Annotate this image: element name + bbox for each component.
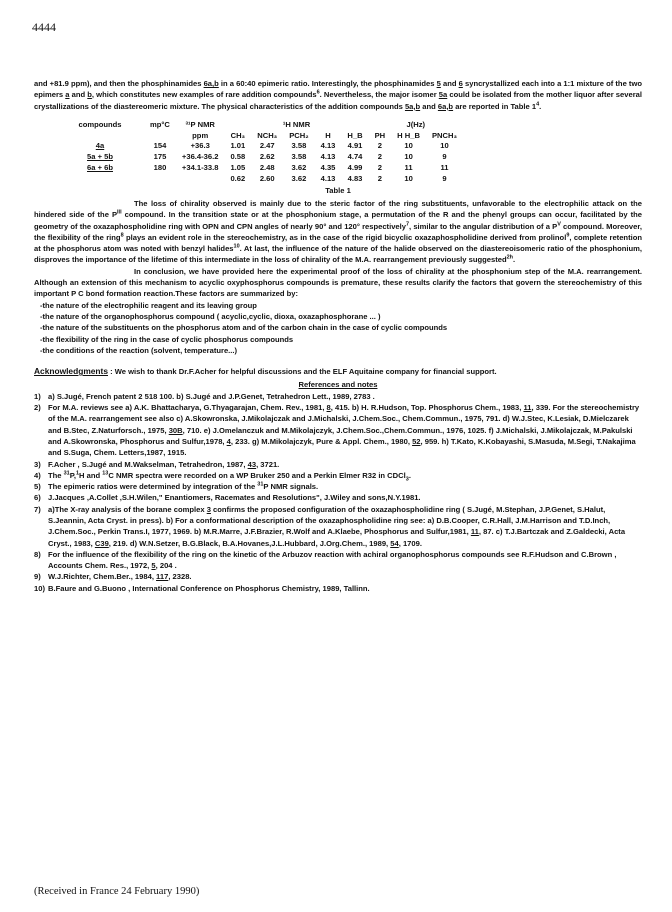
table-cell-nch3: 2.48 <box>259 163 275 173</box>
text-run: 2h <box>506 254 514 261</box>
acknowledgments <box>34 366 642 377</box>
table-cell-hb: 4.83 <box>347 173 363 183</box>
text-run: III <box>117 209 122 216</box>
text-run: , 2328. <box>168 572 192 582</box>
text-run: V <box>557 221 561 228</box>
paragraph-loss-of-chirality <box>34 198 642 266</box>
text-run: and +81.9 ppm), and then the phosphinamides <box>34 79 204 88</box>
table-subheader: NCH₃ <box>257 130 278 140</box>
reference-number: 6) <box>34 493 41 503</box>
text-run: 1 <box>75 470 80 477</box>
table-subheader: H H_B <box>397 130 420 140</box>
reference-number: 2) <box>34 403 41 413</box>
text-run: F.Acher , S.Jugé and M.Wakselman, Tetrahedron, 1987, <box>48 459 248 469</box>
text-run: are reported in Table 1 <box>453 101 537 111</box>
text-run: a) S.Jugé, French patent 2 518 100. b) S.Jugé and J.P.Genet, Tetrahedron Lett., 1989, 2783 . <box>48 391 375 401</box>
table-cell-ph: 2 <box>377 141 382 151</box>
table-header-row <box>56 120 463 131</box>
text-run: 3 <box>206 504 211 514</box>
nmr-data-table <box>56 120 463 185</box>
text-run: B.Faure and G.Buono , International Conference on Phosphorus Chemistry, 1989, Tallinn. <box>48 583 370 593</box>
table-cell-compound: 5a + 5b <box>87 152 113 162</box>
text-run: 30B <box>168 425 183 435</box>
text-run: b <box>87 90 92 100</box>
list-item: -the nature of the electrophilic reagent and its leaving group <box>40 300 257 310</box>
table-cell-h: 4.13 <box>320 173 336 183</box>
table-header: compounds <box>78 119 122 129</box>
text-run: , 204 . <box>155 561 177 571</box>
table-cell-pch2: 3.58 <box>291 152 307 162</box>
received-date: (Received in France 24 February 1990) <box>34 886 200 897</box>
reference-item <box>34 402 642 458</box>
table-header: ³¹P NMR <box>185 119 215 129</box>
table-cell-mp: 154 <box>153 141 167 151</box>
table-cell-pnch3: 9 <box>442 152 447 162</box>
table-cell-compound <box>56 174 144 185</box>
reference-text <box>48 402 642 458</box>
reference-item <box>34 583 642 594</box>
text-run: compound. Moreover, the flexibility of the ring <box>34 221 643 242</box>
acknowledgments-text: : We wish to thank Dr.F.Acher for helpful discussions and the ELF Aquitaine company for financial support. <box>108 367 497 377</box>
text-run: 52 <box>412 436 421 446</box>
reference-text <box>48 504 642 549</box>
text-run: , 233. g) M.Mikolajczyk, Pure & Appl. Chem., 1980, <box>230 436 413 446</box>
text-run: 13 <box>102 470 109 477</box>
table-caption: Table 1 <box>325 185 351 195</box>
text-run: P, <box>69 470 76 480</box>
table-cell-h: 4.13 <box>320 141 336 151</box>
page-number: 4444 <box>32 20 56 34</box>
reference-text <box>48 459 279 470</box>
table-cell-h: 4.13 <box>320 152 336 162</box>
text-run: plays an evident role in the stereochemistry, as in the case of the rigid bicyclic oxazaphospholidine derived from prolinol <box>123 232 567 242</box>
table-cell-ph: 2 <box>377 173 382 183</box>
reference-number: 9) <box>34 572 41 582</box>
text-run: 31 <box>257 481 264 488</box>
text-run: 3 <box>405 476 409 483</box>
table-cell-hb: 4.99 <box>347 163 363 173</box>
table-cell-ch3: 0.58 <box>230 152 246 162</box>
text-run: 10 <box>233 243 240 250</box>
text-run: J.Jacques ,A.Collet ,S.H.Wilen," Enantiomers, Racemates and Resolutions", J.Wiley and sons,N.Y.1981. <box>48 493 421 503</box>
table-row <box>56 163 463 174</box>
text-run: For the influence of the flexibility of the ring on the kinetic of the Arbuzov reaction with achiral organophosphorus compounds see R.F.Hudson and C.Brown , Accounts Chem. Res., 1972, <box>48 549 617 571</box>
table-header: J(Hz) <box>406 119 426 129</box>
reference-number: 7) <box>34 504 41 514</box>
text-run: . <box>408 470 411 480</box>
reference-text <box>48 549 642 572</box>
text-run: 5 <box>151 561 156 571</box>
table-row <box>56 152 463 163</box>
table-cell-hhb: 11 <box>404 163 413 173</box>
list-item: -the nature of the substituents on the phosphorus atom and of the carbon chain in the case of cyclic compounds <box>40 323 448 333</box>
table-cell-pch2: 3.62 <box>291 173 307 183</box>
text-run: , 87. c) T.J.Bartczak and Z.Galdecki, Acta Cryst., 1983, <box>48 527 626 548</box>
table-cell-ch3: 1.01 <box>230 141 246 151</box>
list-item: -the nature of the organophosphorus compound ( acyclic,cyclic, dioxa, oxazaphosphorane ... ) <box>40 311 381 321</box>
table-cell-p31 <box>176 174 225 185</box>
reference-number: 5) <box>34 482 41 492</box>
text-run: 43 <box>247 459 257 469</box>
table-subheader <box>56 131 144 142</box>
table-subheader-row <box>56 131 463 142</box>
table-row <box>56 141 463 152</box>
text-run: 8 <box>326 403 331 413</box>
reference-item <box>34 492 642 503</box>
text-run: 31 <box>63 470 70 477</box>
text-run: , which constitutes new examples of rare addition compounds <box>91 90 317 100</box>
intro-paragraph <box>34 78 642 112</box>
table-cell-h: 4.35 <box>320 163 336 173</box>
article-body <box>34 78 642 594</box>
reference-text <box>48 470 411 481</box>
table-cell-pnch3: 10 <box>440 141 449 151</box>
reference-number: 3) <box>34 459 41 469</box>
table-subheader <box>144 131 176 142</box>
reference-item <box>34 481 642 492</box>
table-cell-p31: +36.3 <box>190 141 210 151</box>
text-run: . Nevertheless, the major isomer <box>319 90 439 100</box>
text-run: 5 <box>436 79 441 88</box>
table-cell-hb: 4.74 <box>347 152 363 162</box>
list-item: -the conditions of the reaction (solvent, temperature...) <box>40 345 238 355</box>
table-cell-hhb: 10 <box>404 141 413 151</box>
text-run: compound. In the transition state or at the phosphonium stage, a permutation of the R and the phenyl groups can occur, facilitated by the geometry of the oxazaphospholidine ring with OPN and CPN angles of nearly 90° and 120° respectively <box>34 210 643 231</box>
text-run: , 219. d) W.N.Setzer, B.G.Black, B.A.Hovanes,J.L.Hubbard, J.Org.Chem., 1989, <box>108 538 391 548</box>
table-cell-mp: 180 <box>153 163 167 173</box>
table-subheader: ppm <box>192 130 209 140</box>
table-subheader: H <box>325 130 331 140</box>
acknowledgments-heading: Acknowledgments <box>34 366 108 377</box>
text-run: 4 <box>226 436 231 446</box>
text-run: a)The X-ray analysis of the borane complex <box>48 504 207 514</box>
text-run: confirms the proposed configuration of the oxazaphospholidine ring ( S.Jugé, M.Stephan, J.P.Genet, S.Halut, S.Jeannin, Acta Cryst. in press). b) For a conformational description of the oxazaphospholidine ring see: a) D.B.Cooper, C.R.Hall, J.M.Harrison and T.D.Inch, J.Chem.Soc., Perkin Trans.I, 1977, 1969. b) M.R.Marre, J.F.Brazier, R.Wolf and A.Klaebe, Phosphorus and Sulfur,1981, <box>48 504 611 537</box>
text-run: 11 <box>523 403 532 413</box>
reference-number: 4) <box>34 470 41 480</box>
text-run: syncrystallized each into a 1:1 mixture of the two epimers <box>34 79 642 100</box>
text-run: could be isolated from the mother liquor after several crystallizations of the diastereomeric mixture. The physical characteristics of the addition compounds <box>34 90 642 111</box>
text-run: 6a,b <box>437 101 454 111</box>
text-run: . <box>539 101 542 111</box>
table-cell-pch2: 3.62 <box>291 163 307 173</box>
table-cell-pnch3: 11 <box>440 163 449 173</box>
table-body <box>56 141 463 184</box>
text-run: C NMR spectra were recorded on a WP Bruker 250 and a Perkin Elmer R32 in CDCl <box>108 470 406 480</box>
text-run: 9 <box>566 232 570 239</box>
reference-text <box>48 481 318 492</box>
table-cell-hb: 4.91 <box>347 141 363 151</box>
list-item: -the flexibility of the ring in the case of cyclic phosphorus compounds <box>40 334 294 344</box>
text-run: 7 <box>405 221 410 228</box>
text-run: 6a,b <box>203 79 219 88</box>
table-cell-ch3: 0.62 <box>230 173 246 183</box>
table-cell-pnch3: 9 <box>442 173 447 183</box>
text-run: 5a,b <box>404 101 421 111</box>
text-run: , similar to the angular distribution of a P <box>409 221 558 231</box>
text-run: 4 <box>536 101 540 108</box>
table-cell-p31: +34.1-33.8 <box>181 163 219 173</box>
paragraph-conclusion: In conclusion, we have provided here the experimental proof of the loss of chirality at the phosphonium step of the M.A. rearrangement. Although an extension of this mechanism to acyclic oxyphosphorus compounds is premature, these results clarify the factors that govern the stereochemistry of this important P C bond formation reaction.These factors are summarized by: <box>34 266 642 299</box>
table-cell-mp: 175 <box>153 152 167 162</box>
text-run: H and <box>79 470 103 480</box>
table-cell-nch3: 2.47 <box>259 141 275 151</box>
reference-item <box>34 504 642 549</box>
table-cell-mp <box>144 174 176 185</box>
text-run: The epimeric ratios were determined by integration of the <box>48 482 258 492</box>
references-title: References and notes <box>298 380 378 390</box>
table-cell-ph: 2 <box>377 163 382 173</box>
text-run: . <box>513 255 516 265</box>
text-run: and <box>440 79 459 88</box>
table-cell-hhb: 10 <box>404 152 413 162</box>
text-run: , 339. For the stereochemistry of the M.A. rearrangement see also c) A.Skowronska, J.Mikolajczak and J.Michalski, J.Chem.Soc., Chem.Commun., 1975, 791. d) W.J.Stec, K.Lesiak, D.Mielczarek and B.Stec, Z.Naturforsch., 1975, <box>48 403 640 435</box>
table-header: mp°C <box>150 119 170 129</box>
reference-item <box>34 459 642 470</box>
text-run: . At last, the influence of the nature of the halide observed on the diastereoisomeric ratio of the phosphonium, disproves the importance of the lifetime of this intermediate in the loss of chirality of the M.A. rearrangement previously suggested <box>34 244 642 265</box>
reference-item <box>34 391 642 402</box>
table-subheader: PCH₂ <box>289 130 309 140</box>
reference-number: 10) <box>34 583 45 593</box>
reference-text <box>48 492 421 503</box>
text-run: , 959. h) T.Kato, K.Kobayashi, S.Masuda, M.Segi, T.Nakajima and S.Suga, Chem. Letters,1987, 1915. <box>48 436 636 458</box>
reference-text <box>48 583 370 594</box>
reference-text <box>48 571 192 582</box>
text-run: and <box>420 101 438 111</box>
table-subheader: H_B <box>347 130 363 140</box>
references-list <box>34 391 642 594</box>
text-run: in a 60:40 epimeric ratio. Interestingly, the phosphinamides <box>218 79 437 88</box>
text-run: The loss of chirality observed is mainly due to the steric factor of the ring substituents, unfavorable to the electrophilic attack on the hindered side of the P <box>34 198 642 220</box>
text-run: P NMR signals. <box>263 482 319 492</box>
table-subheader: PNCH₃ <box>431 130 457 140</box>
text-run: 6 <box>458 79 463 88</box>
reference-number: 8) <box>34 549 41 559</box>
table-subheader: CH₃ <box>230 130 246 140</box>
table-cell-compound: 4a <box>95 141 105 151</box>
text-run: 5a <box>438 90 448 100</box>
reference-item <box>34 571 642 582</box>
text-run: For M.A. reviews see a) A.K. Bhattacharya, G.Thyagarajan, Chem. Rev., 1981, <box>48 403 327 413</box>
table-cell-compound: 6a + 6b <box>87 163 113 173</box>
table-header: ¹H NMR <box>282 119 311 129</box>
table-cell-nch3: 2.62 <box>259 152 275 162</box>
text-run: , 3721. <box>256 459 280 469</box>
factors-list <box>34 300 642 356</box>
table-cell-p31: +36.4-36.2 <box>181 152 219 162</box>
reference-item <box>34 470 642 481</box>
table-cell-ch3: 1.05 <box>230 163 246 173</box>
text-run: 117 <box>156 572 169 582</box>
table-cell-nch3: 2.60 <box>259 173 275 183</box>
table-cell-ph: 2 <box>377 152 382 162</box>
reference-item <box>34 549 642 572</box>
reference-text <box>48 391 375 402</box>
text-run: a <box>65 90 70 100</box>
text-run: and <box>69 90 88 100</box>
text-run: , 415. b) H. R.Hudson, Top. Phosphorus Chem., 1983, <box>330 403 524 413</box>
table-cell-pch2: 3.58 <box>291 141 307 151</box>
text-run: 8 <box>120 232 124 239</box>
text-run: 6 <box>316 89 320 96</box>
reference-number: 1) <box>34 391 41 401</box>
text-run: C39 <box>94 538 109 548</box>
text-run: , complete retention at the phosphorus atom was noted with benzyl halides <box>34 232 642 254</box>
table-cell-hhb: 10 <box>404 173 413 183</box>
text-run: The <box>48 470 64 480</box>
table-row <box>56 174 463 185</box>
text-run: , 1709. <box>398 538 422 548</box>
text-run: 54 <box>390 538 399 548</box>
table-subheader: PH <box>374 130 386 140</box>
text-run: , 710. e) J.Omelanczuk and M.Mikolajczyk, J.Chem.Soc.,Chem.Commun., 1976, 1025. f) J.Michalski, J.Mikolajczak, M.Pakulski and A.Skowronska, Phosphorus and Sulfur,1978, <box>48 425 633 446</box>
text-run: W.J.Richter, Chem.Ber., 1984, <box>48 572 157 582</box>
text-run: 11 <box>470 527 479 537</box>
